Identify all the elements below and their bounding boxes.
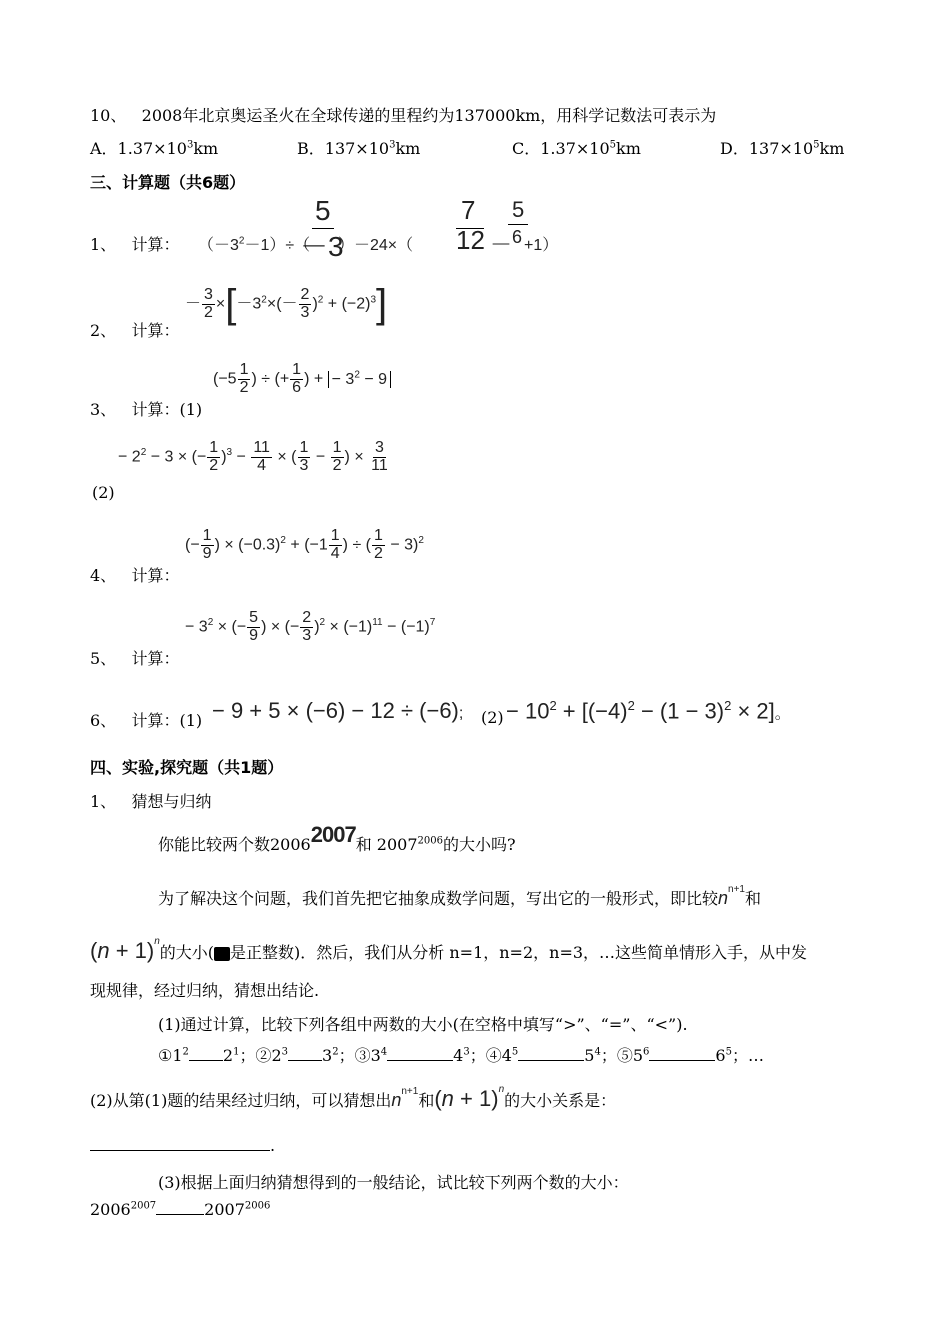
problem1-formula: $(-3^2-1)\div$（ 5 －3 ）－24×（ 7 12 － 5 6 +1）: [198, 195, 559, 262]
q10-option-a: A．$1.37\times 10^3km$: [90, 139, 219, 158]
problem4-formula: (− $\frac{1}{9}$ ) × $(-0.3)^2 + (-1$ $\frac{1}{4}$ ) ÷ ( $\frac{1}{2}$ − 3)$^2$: [185, 527, 424, 562]
problem3-label: 3、 计算：(1): [90, 400, 203, 419]
q10-text: 2008年北京奥运圣火在全球传递的里程约为137000km，用科学记数法可表示为: [141, 106, 717, 125]
problem4-label: 4、 计算：: [90, 566, 180, 585]
blank-4[interactable]: [518, 1060, 584, 1061]
section4-title: 四、实验,探究题（共1题）: [90, 758, 284, 777]
inquiry-line6: $①1^2$ $2^1$；$②2^3$ $3^2$；$③3^4$ $4^3$；$④4^5$ $5^4$；$⑤5^6$ $6^5$；…: [158, 1046, 764, 1065]
problem6-label: 6、 计算：(1): [90, 711, 203, 730]
inquiry-line4: 现规律，经过归纳，猜想出结论.: [90, 981, 320, 1000]
inquiry-line3: $(n + 1)^n$的大小( 是正整数)．然后，我们从分析 n=1，n=2，n=3，…这些简单情形入手，从中发: [90, 935, 808, 963]
inquiry-line9: (3)根据上面归纳猜想得到的一般结论，试比较下列两个数的大小：: [158, 1173, 629, 1192]
q10-option-b: B．$137\times 10^3km$: [297, 139, 421, 158]
inquiry-line1: 你能比较两个数20062007和 $2007^{2006}$的大小吗?: [158, 822, 516, 854]
q10-number: 10、: [90, 106, 127, 125]
q10-option-d: D．$137\times 10^5km$: [720, 139, 845, 158]
problem2-formula: － $\frac{3}{2}$ $\times[-3^2\times(-$ $\frac{2}{3}$ )$^2 + (-2)^3$]: [185, 282, 388, 326]
blank-2[interactable]: [288, 1060, 322, 1061]
q10-stem: [90, 103, 716, 126]
inquiry-line2: 为了解决这个问题，我们首先把它抽象成数学问题，写出它的一般形式，即比较$n^{n+1}$和: [158, 883, 762, 908]
problem6-2-formula: − $10^2 + [(-4)^2 - (1 - 3)^2 \times 2]$。: [506, 698, 791, 724]
section3-title: 三、计算题（共6题）: [90, 173, 246, 192]
problem3-1-formula: (−5 $\frac{1}{2}$ ) ÷ (+ $\frac{1}{6}$ ) + − $3^2 - 9$: [213, 362, 391, 397]
problem2-label: 2、 计算：: [90, 321, 180, 340]
q10-option-c: C．$1.37\times 10^5km$: [512, 139, 641, 158]
inquiry-line5: (1)通过计算，比较下列各组中两数的大小(在空格中填写“>”、“=”、“<”).: [158, 1015, 688, 1034]
problem3-2-label: (2): [92, 483, 115, 502]
compare-blank[interactable]: [156, 1214, 204, 1215]
problem1-label: 1、 计算：: [90, 235, 180, 254]
blank-3[interactable]: [387, 1060, 453, 1061]
answer-blank[interactable]: [90, 1150, 270, 1151]
inquiry-heading: 1、 猜想与归纳: [90, 792, 212, 811]
inquiry-line8: .: [90, 1136, 275, 1155]
inquiry-line7: (2)从第(1)题的结果经过归纳，可以猜想出$n^{n+1}$和$(n + 1)^n$的大小关系是：: [90, 1083, 617, 1111]
blank-5[interactable]: [649, 1060, 715, 1061]
problem3-2-formula: − $2^2 - 3$ × (− $\frac{1}{2}$ )$^3$ − $\frac{11}{4}$ × ( $\frac{1}{3}$ − $\frac{1}{2}$ ) × $\frac{3}{11}$: [118, 439, 388, 474]
problem6-2-label: (2): [481, 708, 504, 727]
blank-1[interactable]: [189, 1060, 223, 1061]
problem5-formula: − $3^2$ × (− $\frac{5}{9}$ ) × (− $\frac{2}{3}$ )$^2 \times (-1)^{11} - (-1)^7$: [185, 609, 436, 644]
problem6-1-formula: − 9 + 5 × (−6) − 12 ÷ (−6);: [212, 698, 464, 723]
inquiry-line10: $2006^{2007}$ $2007^{2006}$: [90, 1200, 271, 1219]
problem5-label: 5、 计算：: [90, 649, 180, 668]
